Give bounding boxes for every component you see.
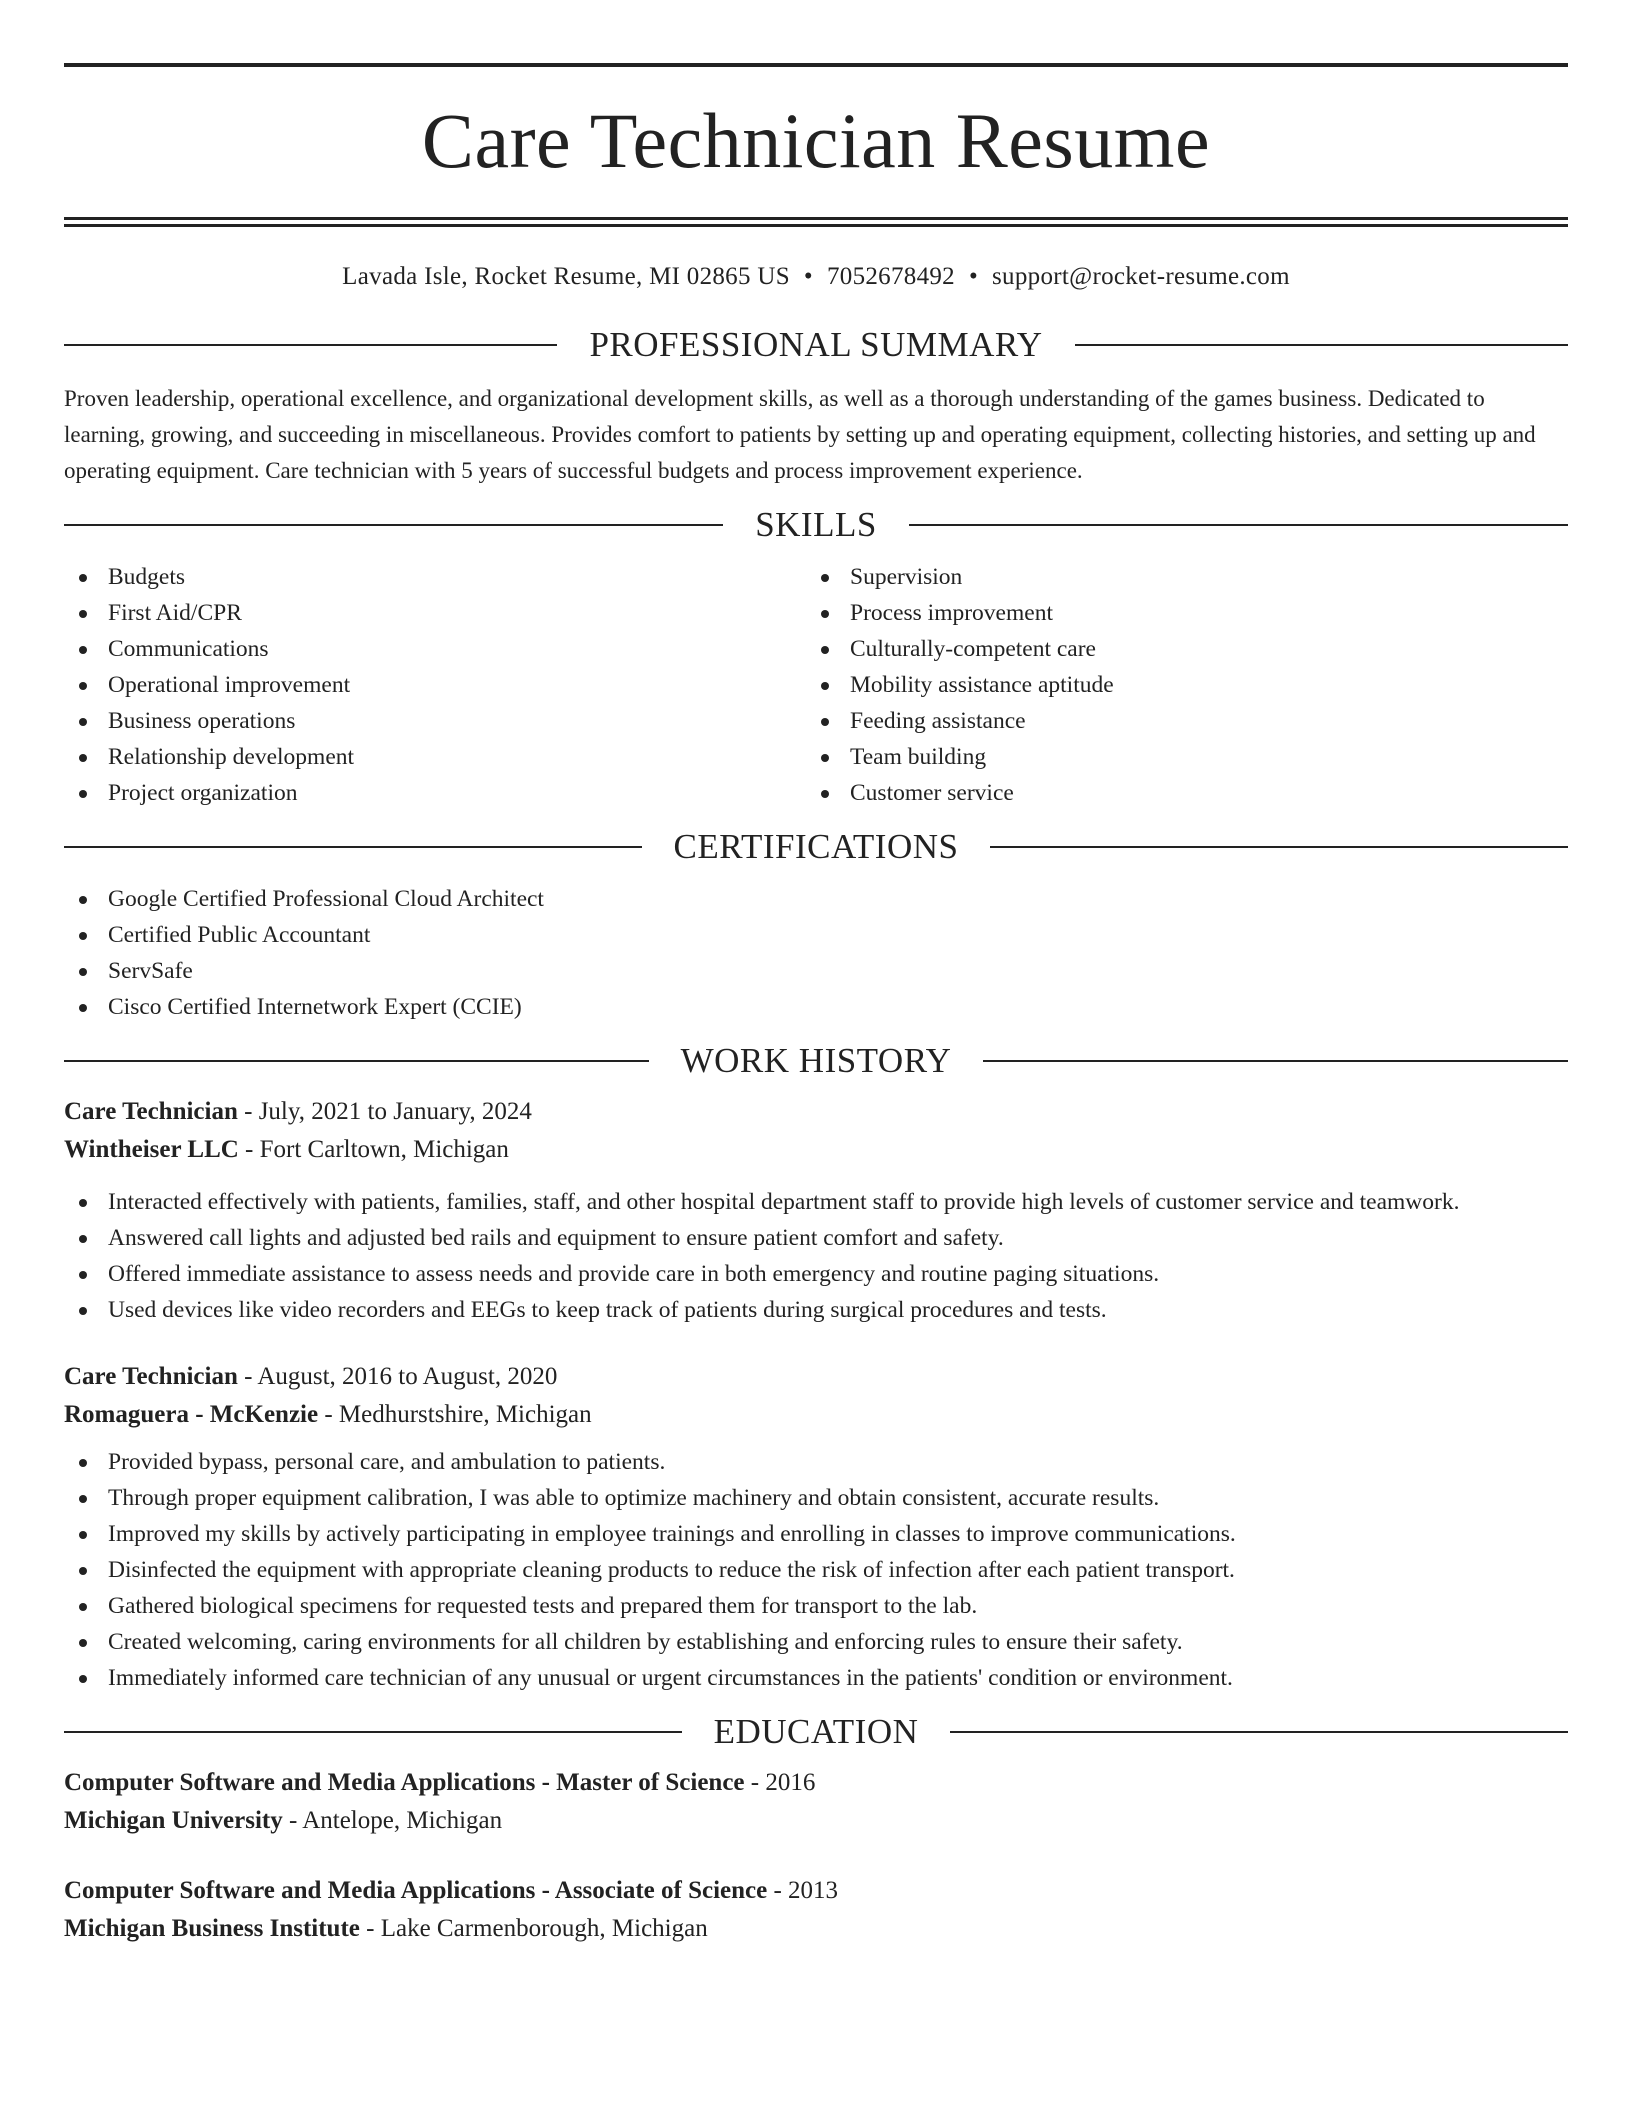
job-entry <box>64 1358 1568 1696</box>
certification-item: Google Certified Professional Cloud Architect <box>64 881 1568 917</box>
job-company: Romaguera - McKenzie <box>64 1401 319 1428</box>
heading-rule-right <box>983 1060 1568 1062</box>
education-school: Michigan University <box>64 1807 283 1834</box>
education-location: - Lake Carmenborough, Michigan <box>359 1915 708 1942</box>
heading-rule-left <box>64 846 642 848</box>
job-bullet: Disinfected the equipment with appropriate cleaning products to reduce the risk of infection after each patient transport. <box>64 1552 1568 1588</box>
certifications-section-heading <box>64 825 1568 869</box>
summary-heading: PROFESSIONAL SUMMARY <box>589 325 1043 364</box>
education-entry <box>64 1764 1568 1840</box>
skill-item: Process improvement <box>806 595 1548 631</box>
job-company-line <box>64 1396 1568 1434</box>
education-degree: Computer Software and Media Applications - Master of Science <box>64 1769 745 1796</box>
job-title-line <box>64 1093 1568 1131</box>
work-history-heading: WORK HISTORY <box>680 1041 952 1080</box>
job-dates: - August, 2016 to August, 2020 <box>237 1363 558 1390</box>
heading-rule-left <box>64 1060 649 1062</box>
summary-section-heading <box>64 323 1568 367</box>
education-school-line <box>64 1802 1568 1840</box>
education-degree-line <box>64 1872 1568 1910</box>
job-bullet: Provided bypass, personal care, and ambulation to patients. <box>64 1444 1568 1480</box>
heading-rule-right <box>909 524 1568 526</box>
job-bullet: Created welcoming, caring environments for all children by establishing and enforcing rules to ensure their safety. <box>64 1624 1568 1660</box>
job-company-line <box>64 1131 1568 1169</box>
heading-rule-right <box>1075 344 1568 346</box>
education-school-line <box>64 1910 1568 1948</box>
skill-item: Mobility assistance aptitude <box>806 667 1548 703</box>
skills-list-left <box>64 559 806 811</box>
skill-item: Business operations <box>64 703 806 739</box>
education-year: - 2016 <box>744 1769 816 1796</box>
certification-item: Certified Public Accountant <box>64 917 1568 953</box>
job-company: Wintheiser LLC <box>64 1136 239 1163</box>
education-entry <box>64 1872 1568 1948</box>
job-bullets <box>64 1184 1568 1328</box>
job-location: - Medhurstshire, Michigan <box>318 1401 592 1428</box>
skills-section-heading <box>64 503 1568 547</box>
education-degree-line <box>64 1764 1568 1802</box>
skills-list-right <box>806 559 1548 811</box>
skill-item: Culturally-competent care <box>806 631 1548 667</box>
heading-rule-right <box>950 1731 1568 1733</box>
skill-item: First Aid/CPR <box>64 595 806 631</box>
skill-item: Customer service <box>806 775 1548 811</box>
skill-item: Budgets <box>64 559 806 595</box>
job-bullet: Answered call lights and adjusted bed rails and equipment to ensure patient comfort and safety. <box>64 1220 1568 1256</box>
certifications-list <box>64 881 1568 1025</box>
contact-address: Lavada Isle, Rocket Resume, MI 02865 US <box>342 263 790 290</box>
job-bullet: Used devices like video recorders and EEGs to keep track of patients during surgical procedures and tests. <box>64 1292 1568 1328</box>
contact-email: support@rocket-resume.com <box>992 263 1290 290</box>
certifications-heading: CERTIFICATIONS <box>673 827 959 866</box>
resume-title: Care Technician Resume <box>421 97 1211 184</box>
heading-rule-left <box>64 344 557 346</box>
job-location: - Fort Carltown, Michigan <box>238 1136 509 1163</box>
heading-rule-left <box>64 1731 682 1733</box>
education-location: - Antelope, Michigan <box>282 1807 503 1834</box>
skill-item: Project organization <box>64 775 806 811</box>
skill-item: Feeding assistance <box>806 703 1548 739</box>
skill-item: Team building <box>806 739 1548 775</box>
contact-separator: • <box>968 263 979 290</box>
education-section-heading <box>64 1710 1568 1754</box>
work-history-section-heading <box>64 1039 1568 1083</box>
job-bullet: Improved my skills by actively participating in employee trainings and enrolling in classes to improve communications. <box>64 1516 1568 1552</box>
contact-phone: 7052678492 <box>826 263 955 290</box>
job-title-line <box>64 1358 1568 1396</box>
education-school: Michigan Business Institute <box>64 1915 360 1942</box>
education-heading: EDUCATION <box>713 1712 919 1751</box>
skill-item: Relationship development <box>64 739 806 775</box>
job-bullet: Gathered biological specimens for requested tests and prepared them for transport to the lab. <box>64 1588 1568 1624</box>
certification-item: ServSafe <box>64 953 1568 989</box>
job-entry <box>64 1093 1568 1328</box>
job-role: Care Technician <box>64 1363 238 1390</box>
skill-item: Communications <box>64 631 806 667</box>
job-role: Care Technician <box>64 1098 238 1125</box>
job-dates: - July, 2021 to January, 2024 <box>237 1098 532 1125</box>
summary-text: Proven leadership, operational excellence, and organizational development skills, as well as a thorough understanding of the games business. Dedicated to learning, growing, and succeeding in miscellaneous. Provides comfort to patients by setting up and operating equipment, collecting histories, and setting up and operating equipment. Care technician with 5 years of successful budgets and process improvement experience. <box>64 386 1536 483</box>
education-year: - 2013 <box>767 1877 839 1904</box>
skills-heading: SKILLS <box>755 505 877 544</box>
skill-item: Operational improvement <box>64 667 806 703</box>
education-degree: Computer Software and Media Applications - Associate of Science <box>64 1877 768 1904</box>
job-bullet: Through proper equipment calibration, I was able to optimize machinery and obtain consistent, accurate results. <box>64 1480 1568 1516</box>
title-double-rule <box>64 217 1568 227</box>
contact-line <box>64 261 1568 293</box>
heading-rule-right <box>990 846 1568 848</box>
skill-item: Supervision <box>806 559 1548 595</box>
job-bullets <box>64 1444 1568 1696</box>
heading-rule-left <box>64 524 723 526</box>
contact-separator: • <box>803 263 813 290</box>
job-bullet: Interacted effectively with patients, families, staff, and other hospital department staff to provide high levels of customer service and teamwork. <box>64 1184 1568 1220</box>
job-bullet: Offered immediate assistance to assess needs and provide care in both emergency and routine paging situations. <box>64 1256 1568 1292</box>
certification-item: Cisco Certified Internetwork Expert (CCIE) <box>64 989 1568 1025</box>
skills-grid <box>64 559 1568 811</box>
job-bullet: Immediately informed care technician of any unusual or urgent circumstances in the patients' condition or environment. <box>64 1660 1568 1696</box>
top-rule <box>64 63 1568 67</box>
